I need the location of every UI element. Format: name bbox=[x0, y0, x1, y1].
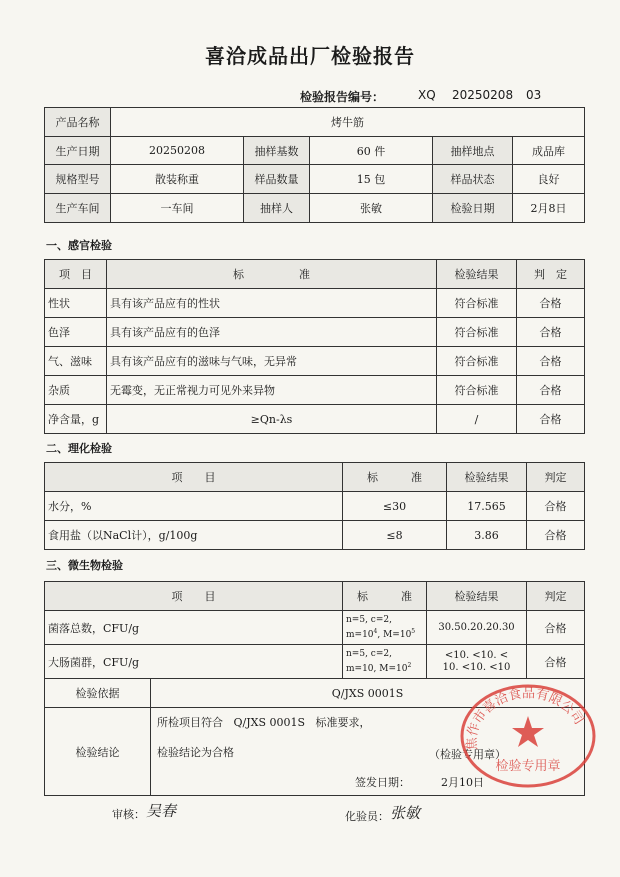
sensory-item: 性状 bbox=[45, 289, 107, 318]
micro-std-m-exp: 4 bbox=[373, 628, 378, 635]
micro-standard bbox=[343, 611, 427, 645]
table-row bbox=[45, 492, 585, 521]
physchem-judge: 合格 bbox=[527, 492, 585, 521]
sensory-judge: 合格 bbox=[517, 347, 585, 376]
sensory-standard: 无霉变，无正常视力可见外来异物 bbox=[107, 376, 437, 405]
status-label: 样品状态 bbox=[433, 165, 513, 194]
basis-label: 检验依据 bbox=[45, 679, 151, 708]
micro-item: 大肠菌群，CFU/g bbox=[45, 645, 343, 679]
table-row bbox=[45, 347, 585, 376]
micro-std-mM: m=10, M=10 bbox=[346, 664, 408, 674]
seal-ring-text: 焦作市喜洽食品有限公司 bbox=[464, 686, 587, 751]
company-seal-stamp bbox=[455, 678, 600, 788]
sensory-judge: 合格 bbox=[517, 376, 585, 405]
sensory-head-judge: 判 定 bbox=[517, 260, 585, 289]
sensory-judge: 合格 bbox=[517, 405, 585, 434]
sensory-head-item: 项 目 bbox=[45, 260, 107, 289]
place: 成品库 bbox=[513, 137, 585, 165]
product-name-label: 产品名称 bbox=[45, 108, 111, 137]
reviewer-signature: 吴春 bbox=[146, 802, 177, 820]
sensory-table bbox=[44, 259, 585, 434]
insp-date: 2月8日 bbox=[513, 194, 585, 223]
prod-date: 20250208 bbox=[111, 137, 244, 165]
issue-date-label: 签发日期： bbox=[355, 776, 410, 789]
conclusion-line2: 检验结论为合格 bbox=[157, 746, 234, 759]
sensory-head-standard: 标 准 bbox=[107, 260, 437, 289]
sensory-item: 色泽 bbox=[45, 318, 107, 347]
sampler-label: 抽样人 bbox=[244, 194, 310, 223]
micro-standard-line2 bbox=[346, 660, 423, 675]
conclusion-line1c: 标准要求， bbox=[315, 716, 371, 729]
issue-date-value: 2月10日 bbox=[441, 776, 484, 789]
prod-date-label: 生产日期 bbox=[45, 137, 111, 165]
micro-std-m: m=10 bbox=[346, 630, 374, 640]
micro-judge: 合格 bbox=[527, 645, 585, 679]
micro-head-standard: 标 准 bbox=[343, 582, 427, 611]
physchem-item: 食用盐（以NaCl计），g/100g bbox=[45, 521, 343, 550]
workshop-label: 生产车间 bbox=[45, 194, 111, 223]
report-number bbox=[300, 88, 542, 105]
base-label: 抽样基数 bbox=[244, 137, 310, 165]
micro-result-line2: 10. <10. <10 bbox=[442, 661, 511, 673]
spec: 散装称重 bbox=[111, 165, 244, 194]
sensory-head-result: 检验结果 bbox=[437, 260, 517, 289]
micro-result bbox=[427, 645, 527, 679]
micro-head-result: 检验结果 bbox=[427, 582, 527, 611]
table-row bbox=[45, 645, 585, 679]
sensory-item: 气、滋味 bbox=[45, 347, 107, 376]
micro-std-M-exp: 5 bbox=[411, 628, 416, 635]
physchem-head-result: 检验结果 bbox=[447, 463, 527, 492]
micro-head-item: 项 目 bbox=[45, 582, 343, 611]
micro-standard-line1: n=5, c=2, bbox=[346, 649, 392, 659]
micro-result-line1: <10. <10. < bbox=[444, 649, 509, 661]
sensory-result: / bbox=[437, 405, 517, 434]
sensory-section-title: 一、感官检验 bbox=[46, 239, 112, 252]
physchem-standard: ≤30 bbox=[343, 492, 447, 521]
micro-judge: 合格 bbox=[527, 611, 585, 645]
micro-table bbox=[44, 581, 585, 679]
micro-section-title: 三、微生物检验 bbox=[46, 559, 123, 572]
conclusion-line1b: Q/JXS 0001S bbox=[233, 716, 306, 729]
sensory-standard: 具有该产品应有的性状 bbox=[107, 289, 437, 318]
report-number-date: 20250208 bbox=[452, 88, 514, 102]
sensory-result: 符合标准 bbox=[437, 289, 517, 318]
table-row bbox=[45, 611, 585, 645]
sensory-result: 符合标准 bbox=[437, 347, 517, 376]
report-number-seq: 03 bbox=[526, 88, 542, 102]
sensory-standard: 具有该产品应有的色泽 bbox=[107, 318, 437, 347]
header-table bbox=[44, 107, 585, 223]
micro-standard-line1: n=5, c=2, bbox=[346, 615, 392, 625]
physchem-table bbox=[44, 462, 585, 550]
base: 60 件 bbox=[310, 137, 433, 165]
physchem-head-standard: 标 准 bbox=[343, 463, 447, 492]
workshop: 一车间 bbox=[111, 194, 244, 223]
micro-head-judge: 判定 bbox=[527, 582, 585, 611]
sensory-item: 净含量，g bbox=[45, 405, 107, 434]
micro-result: 30.50.20.20.30 bbox=[427, 611, 527, 645]
physchem-judge: 合格 bbox=[527, 521, 585, 550]
sensory-judge: 合格 bbox=[517, 318, 585, 347]
insp-date-label: 检验日期 bbox=[433, 194, 513, 223]
micro-std-M: , M=10 bbox=[377, 630, 412, 640]
table-row bbox=[45, 289, 585, 318]
sampler: 张敏 bbox=[310, 194, 433, 223]
micro-standard-line2 bbox=[346, 626, 423, 641]
physchem-section-title: 二、理化检验 bbox=[46, 442, 112, 455]
product-name: 烤牛筋 bbox=[111, 108, 585, 137]
micro-standard bbox=[343, 645, 427, 679]
qty: 15 包 bbox=[310, 165, 433, 194]
physchem-result: 3.86 bbox=[447, 521, 527, 550]
micro-item: 菌落总数，CFU/g bbox=[45, 611, 343, 645]
table-row bbox=[45, 405, 585, 434]
micro-std-M-exp: 2 bbox=[407, 662, 412, 669]
table-row bbox=[45, 521, 585, 550]
inspector-signature: 张敏 bbox=[390, 804, 421, 822]
sensory-result: 符合标准 bbox=[437, 376, 517, 405]
report-number-label: 检验报告编号： bbox=[300, 90, 385, 104]
conclusion-line1a: 所检项目符合 bbox=[157, 716, 223, 729]
seal-center-text: 检验专用章 bbox=[495, 759, 561, 774]
table-row bbox=[45, 318, 585, 347]
physchem-item: 水分，% bbox=[45, 492, 343, 521]
table-row bbox=[45, 376, 585, 405]
sensory-standard: 具有该产品应有的滋味与气味，无异常 bbox=[107, 347, 437, 376]
physchem-head-judge: 判定 bbox=[527, 463, 585, 492]
reviewer-label: 审核： bbox=[112, 808, 145, 821]
status: 良好 bbox=[513, 165, 585, 194]
physchem-head-item: 项 目 bbox=[45, 463, 343, 492]
conclusion-line1 bbox=[157, 714, 371, 730]
sensory-result: 符合标准 bbox=[437, 318, 517, 347]
place-label: 抽样地点 bbox=[433, 137, 513, 165]
stamp-note: （检验专用章） bbox=[429, 748, 506, 761]
spec-label: 规格型号 bbox=[45, 165, 111, 194]
sensory-judge: 合格 bbox=[517, 289, 585, 318]
inspector-label: 化验员： bbox=[345, 810, 389, 823]
page-title: 喜洽成品出厂检验报告 bbox=[205, 44, 415, 68]
sensory-item: 杂质 bbox=[45, 376, 107, 405]
conclusion-label: 检验结论 bbox=[45, 708, 151, 796]
physchem-standard: ≤8 bbox=[343, 521, 447, 550]
sensory-standard: ≥Qn-λs bbox=[107, 405, 437, 434]
qty-label: 样品数量 bbox=[244, 165, 310, 194]
basis-value: Q/JXS 0001S bbox=[151, 679, 585, 708]
report-number-prefix: XQ bbox=[418, 88, 436, 102]
physchem-result: 17.565 bbox=[447, 492, 527, 521]
